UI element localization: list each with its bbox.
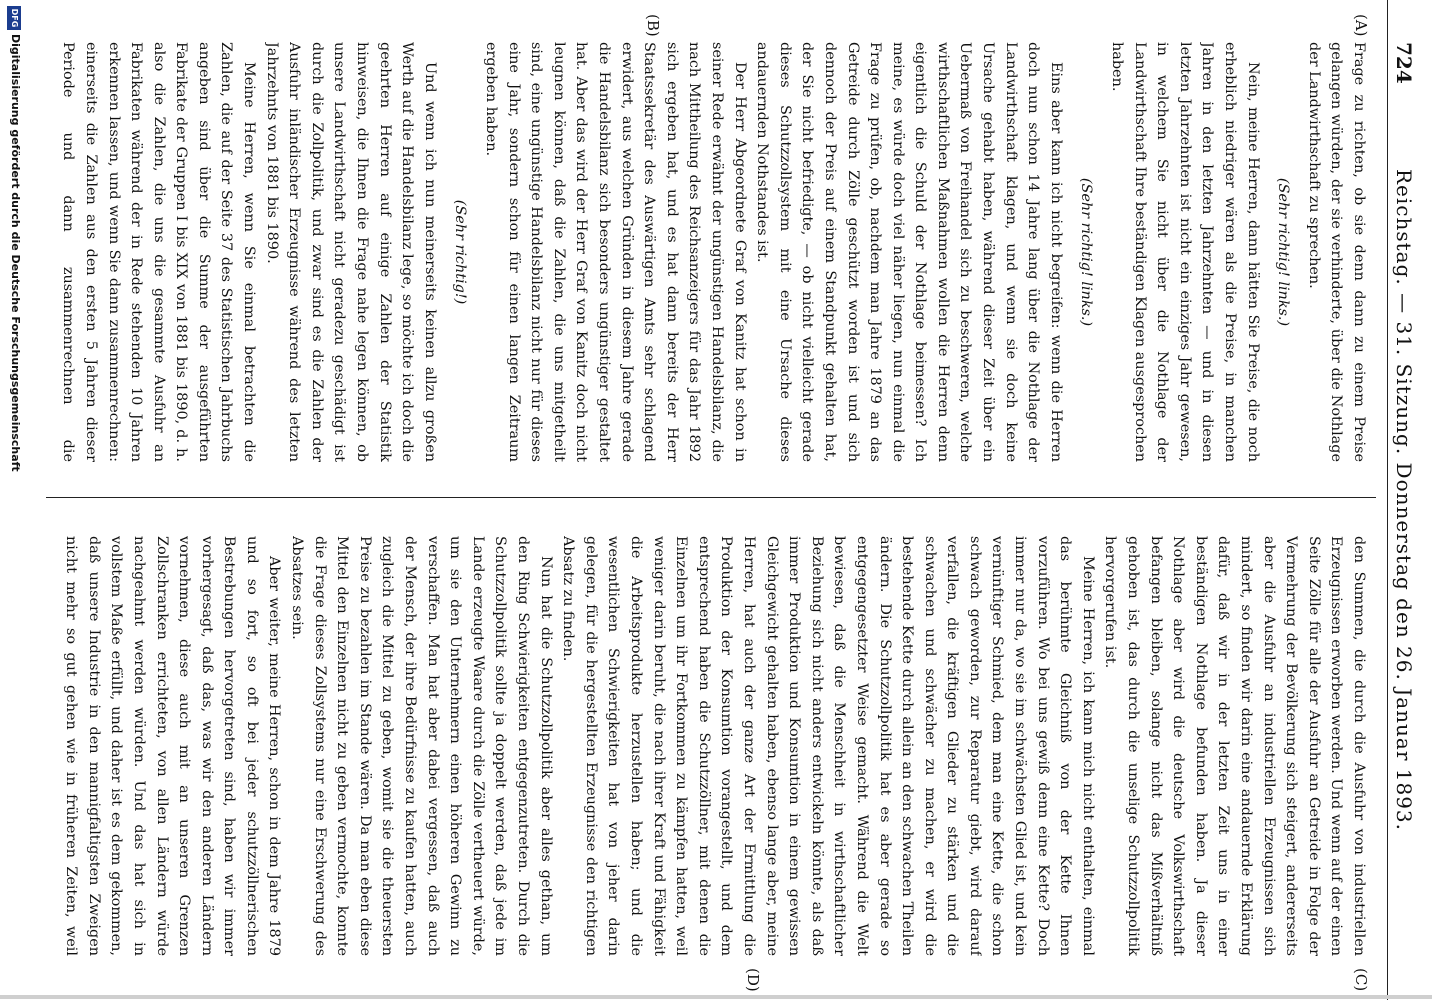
margin-mark-b: (B): [644, 14, 662, 37]
page-number: 724: [1392, 42, 1416, 84]
left-column: [60, 42, 1370, 462]
dfg-logo: DFG: [7, 6, 21, 30]
paragraph: Meine Herren, ich kann mich nicht enthalten, einmal das berühmte Gleichniß von der Kette Ihnen vorzuführen. Wo bei uns gewiß denn eine Kette? Doch immer nur da, wo sie im schwächsten Glied ist, und kein vernünftiger Schmied, dem man eine Kette, die schon schwach geworden, zur Reparatur giebt, wird darauf verfallen, die kräftigen Glieder zu stärken und die schwachen und schwächer zu machen, er wird die bestehende Kette durch allein an den schwachen Theilen ändern. Die Schutzzollpolitik hat es aber gerade so entgegengesetzter Weise gemacht. Während die Welt bewiesen, daß die Menschheit in wirthschaftlicher Beziehung sich nicht anders entwickeln könnte, als daß immer Produktion und Konsumtion in einem gewissen Gleichgewicht gehalten haben, ebenso lange aber, meine Herren, hat auch der ganze Art der Ermittlung die Produktion der Konsumtion vorangestellt, und dem entsprechend haben die Schutzzöllner, mit denen die Einzelnen um ihr Fortkommen zu kämpfen hatten, weil weniger darin beruht, die nach ihrer Kraft und Fähigkeit die Arbeitsprodukte herzustellen haben; und die wesentlichen Schwierigkeiten hat von jeher darin gelegen, für die hergestellten Erzeugnisse den richtigen Absatz zu finden.: [560, 536, 1096, 956]
paragraph: Nun hat die Schutzzollpolitik aber alles gethan, um den Ring Schwierigkeiten entgegenzutreten. Durch die Schutzzollpolitik sollte ja doppelt werden, daß jede im Lande erzeugte Waare durch die Zölle vertheuert würde, um sie den Unternehmern einen höheren Gewinn zu verschaffen. Man hat aber dabei vergessen, daß auch der Mensch, der ihre Bedürfnisse zu kaufen hatten, auch zugleich die Mittel zu geben, womit sie die theuersten Preise zu bezahlen im Stande wären. Da man eben diese Mittel den Einzelnen nicht zu geben vermochte, konnte die Frage dieses Zollsystems nur eine Erschwerung des Absatzes sein.: [289, 536, 554, 956]
margin-mark-d: (D): [744, 968, 762, 992]
interjection: (Sehr richtig! links.): [1078, 177, 1095, 327]
paragraph: Aber weiter, meine Herren, schon in dem Jahre 1879 und so fort, so oft bei jeder schutzzöllnerischen Bestrebungen hervorgetreten sind, haben wir immer vorhergesagt, daß das, was wir den anderen Ländern vornehmen, diese auch mit an unseren Grenzen Zollschranken errichteten, von allen Ländern würde nachgeahmt werden würden. Und das hat sich in vollstem Maße erfüllt, und daher ist es dem gekommen, daß unsere Industrie in den mannigfaltigsten Zweigen nicht mehr so gut gehen wie in früheren Zeiten, weil: [63, 536, 283, 956]
interjection: (Sehr richtig! links.): [1275, 177, 1292, 327]
paragraph: Eins aber kann ich nicht begreifen: wenn die Herren doch nun schon 14 Jahre lang über die Nothlage der Landwirthschaft klagen, und wenn sie doch keine Ursache gehabt haben, während dieser Zeit über ein Uebermaß von Freihandel sich zu beschweren, welche wirthschaftlichen Maßnahmen wollen die Herren denn eigentlich die Schuld der Nothlage beimessen? Ich meine, es würde doch viel näher liegen, nun einmal die Frage zu prüfen, ob, nachdem man Jahre 1879 an das Getreide durch Zölle geschützt worden ist und sich dennoch der Preis auf einem Standpunkt gehalten hat, der Sie nicht befriedigte, — ob nicht vielleicht gerade dieses Schutzzollsystem mit eine Ursache dieses andauernden Nothstandes ist.: [754, 42, 1064, 462]
scan-edge: [0, 995, 1432, 999]
paragraph: den Summen, die durch die Ausfuhr von industriellen Erzeugnissen erworben werden. Und wenn auf der einen Seite Zölle für alle der Ausfuhr an Getreide in Folge der Vermehrung der Bevölkerung sich steigert, andererseits aber die Ausfuhr an industriellen Erzeugnissen sich mindert, so finden wir darin eine andauernde Erklärung dafür, daß wir in der letzten Zeit uns in einer beständigen Nothlage befunden haben. Ja dieser Nothlage aber wird die deutsche Volkswirthschaft befangen bleiben, solange nicht das Mißverhältniß gehoben ist, das durch die unselige Schutzzollpolitik hervorgerufen ist.: [1102, 536, 1367, 956]
paragraph: Meine Herren, wenn Sie einmal betrachten die Zahlen, die auf der Seite 37 des Statistischen Jahrbuchs angeben sind über die Summe der ausgeführten Fabrikate der Gruppen I bis XIX von 1881 bis 1890, d. h. also die Zahlen, die uns die gesammte Ausfuhr an Fabrikaten während der in Rede stehenden 10 Jahren erkennen lassen, und wenn Sie dann zusammenrechnen: einerseits die Zahlen aus den ersten 5 Jahren dieser Periode und dann zusammenrechnen die: [60, 42, 258, 462]
footer: [4, 0, 24, 1000]
footer-credit: Digitalisierung gefördert durch die Deutsche Forschungsgemeinschaft: [9, 34, 22, 472]
paragraph: Nein, meine Herren, dann hätten Sie Preise, die noch erheblich niedriger wären als die Preise, in manchen Jahren in den letzten Jahrzehnten — und in diesen letzten Jahrzehnten ist nicht ein einziges Jahr gewesen, in welchem Sie nicht über die Nothlage der Landwirthschaft Ihre beständigen Klagen ausgesprochen haben.: [1109, 42, 1261, 462]
paragraph: Frage zu richten, ob sie denn dann zu einem Preise gelangen würden, der sie verhinderte, über die Nothlage der Landwirthschaft zu sprechen.: [1305, 42, 1367, 462]
interjection: (Sehr richtig!): [452, 199, 469, 305]
running-title: Reichstag. — 31. Sitzung. Donnerstag den 26. Januar 1893.: [1392, 168, 1416, 832]
paragraph: Der Herr Abgeordnete Graf von Kanitz hat schon in seiner Rede erwähnt der ungünstigen Handelsbilanz, die nach Mittheilung des Reichsanzeigers für das Jahr 1892 sich ergeben hat, und es hat dann bereits der Herr Staatssekretär des Auswärtigen Amts sehr schlagend erwidert, aus welchen Gründen in diesem Jahre gerade die Handelsbilanz sich besonders ungünstiger gestaltet hat. Aber das wird der Herr Graf von Kanitz doch nicht leugnen können, daß die Zahlen, die uns mitgetheilt sind, eine ungünstige Handelsbilanz nicht nur für dieses eine Jahr, sondern schon für einen langen Zeitraum ergeben haben.: [483, 42, 748, 462]
paragraph: Und wenn ich nun meinerseits keinen allzu großen Werth auf die Handelsbilanz lege, so möchte ich doch die geehrten Herren auf einige Zahlen der Statistik hinweisen, die Ihnen die Frage nahe legen können, ob unsere Landwirthschaft nicht geradezu geschädigt ist durch die Zollpolitik, und zwar sind es die Zahlen der Ausfuhr inländischer Erzeugnisse während des letzten Jahrzehnts von 1881 bis 1890.: [263, 42, 438, 462]
column-divider: [46, 497, 1376, 498]
right-column: [60, 536, 1370, 956]
running-header: [1387, 0, 1424, 1000]
margin-mark-c: (C): [1352, 968, 1370, 992]
margin-mark-a: (A): [1352, 14, 1370, 37]
